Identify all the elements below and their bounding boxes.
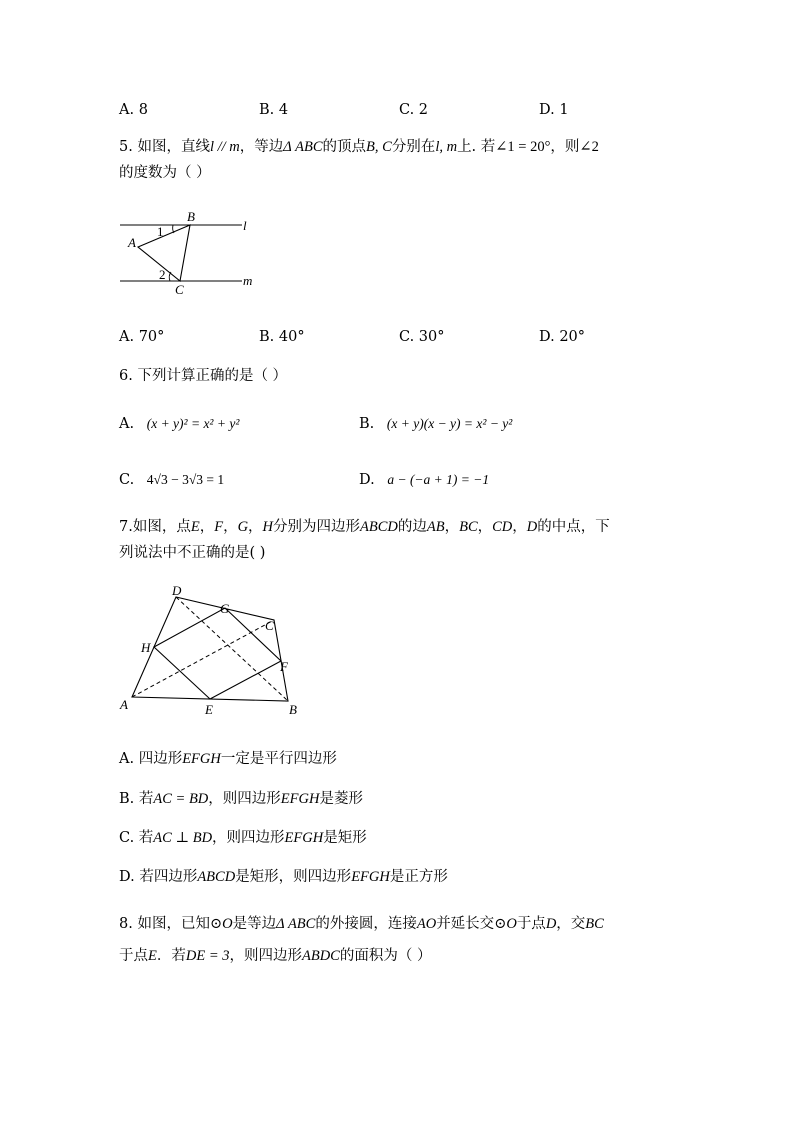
q5-text: ，则 xyxy=(550,139,580,155)
q6-option-a xyxy=(119,414,239,434)
q4-option-a: A. 8 xyxy=(119,102,148,118)
q8-text: 8. 如图，已知 xyxy=(119,916,210,932)
q7-label-b: B xyxy=(289,702,297,717)
q5-math: ∠1 = 20° xyxy=(495,139,551,155)
q6-option-a-expr: (x + y)² = x² + y² xyxy=(146,416,240,431)
q4-option-b: B. 4 xyxy=(259,102,289,118)
q7-label-e: E xyxy=(205,702,213,717)
q7-opt-text: 是菱形 xyxy=(319,791,363,807)
q5-label-angle2: 2 xyxy=(159,267,166,282)
q5-math: l // m xyxy=(209,139,240,155)
q4-option-c: C. 2 xyxy=(399,102,429,118)
q8-math: ⊙O xyxy=(209,916,233,932)
q6-option-b-expr: (x + y)(x − y) = x² − y² xyxy=(386,416,513,431)
q7-opt-text: ，则四边形 xyxy=(208,791,281,807)
q7-opt-math: EFGH xyxy=(351,869,390,885)
q7-label-f: F xyxy=(280,659,288,674)
q8-math: DE = 3 xyxy=(185,948,230,964)
q7-opt-text: 一定是平行四边形 xyxy=(220,751,337,767)
q7-label-c: C xyxy=(265,618,274,633)
q6-option-b-label: B. xyxy=(359,416,375,432)
q8-stem-line1 xyxy=(119,914,604,934)
q7-text: ， xyxy=(248,519,263,535)
q7-opt-math: AC ⊥ BD xyxy=(153,830,213,846)
q8-math: ⊙O xyxy=(494,916,517,932)
q8-math: BC xyxy=(585,916,604,932)
q7-opt-text: 是矩形，则四边形 xyxy=(235,869,352,885)
q7-opt-math: EFGH xyxy=(284,830,324,846)
q7-opt-math: EFGH xyxy=(280,791,320,807)
q7-label-d: D xyxy=(172,583,182,598)
q5-text: ，等边 xyxy=(239,139,284,155)
q8-stem-line2 xyxy=(119,946,431,966)
q7-math: G xyxy=(237,519,249,535)
q7-text: 分别为四边形 xyxy=(273,519,361,535)
q7-option-b xyxy=(119,789,363,809)
q7-math: E xyxy=(190,519,200,535)
q7-option-a xyxy=(119,749,337,769)
q6-option-d-label: D. xyxy=(359,472,375,488)
q7-math: CD xyxy=(492,519,513,535)
q7-opt-text: ，则四边形 xyxy=(212,830,285,846)
q7-stem-line1 xyxy=(119,517,610,537)
q8-math: ABDC xyxy=(301,948,340,964)
q5-stem-line2: 的度数为（ ） xyxy=(119,165,211,181)
q5-math: B, C xyxy=(366,139,392,155)
q8-math: D xyxy=(545,916,557,932)
q7-text: 的边 xyxy=(397,519,427,535)
q5-label-angle1: 1 xyxy=(157,224,164,239)
q7-text: 7.如图，点 xyxy=(119,519,191,535)
q8-text: 于点 xyxy=(119,948,148,964)
q5-math: l, m xyxy=(435,139,458,155)
q8-math: E xyxy=(148,948,157,964)
q7-label-a: A xyxy=(120,697,128,712)
q8-text: ，交 xyxy=(556,916,586,932)
q7-stem-line2: 列说法中不正确的是( ) xyxy=(119,545,266,561)
q8-text: 的外接圆，连接 xyxy=(315,916,417,932)
q7-opt-math: ABCD xyxy=(197,869,236,885)
q8-text: 并延长交 xyxy=(436,916,495,932)
q7-text: ， xyxy=(444,519,460,535)
q7-label-g: G xyxy=(220,601,230,616)
q7-text: 的中点，下 xyxy=(537,519,610,535)
q6-stem: 6. 下列计算正确的是（ ） xyxy=(119,368,288,384)
q7-opt-math: AC = BD xyxy=(153,791,209,807)
q5-option-d: D. 20° xyxy=(539,329,586,345)
q7-math: F xyxy=(214,519,224,535)
q6-option-d-expr: a − (−a + 1) = −1 xyxy=(387,472,490,487)
q7-opt-text: B. 若 xyxy=(119,791,154,807)
q6-option-c-label: C. xyxy=(119,472,135,488)
q6-option-a-label: A. xyxy=(119,416,135,432)
q7-opt-text: D. 若四边形 xyxy=(119,869,198,885)
q5-text: 如图，直线 xyxy=(137,139,210,155)
q5-number: 5. xyxy=(119,139,133,155)
q5-text: 上. 若 xyxy=(457,139,496,155)
q7-text: ， xyxy=(199,519,215,535)
q5-text: 的顶点 xyxy=(322,139,367,155)
q7-text: ， xyxy=(512,519,527,535)
q5-math: Δ ABC xyxy=(283,139,323,155)
q7-opt-text: 是矩形 xyxy=(323,830,367,846)
q6-option-c xyxy=(119,470,224,490)
q6-option-c-expr: 4√3 − 3√3 = 1 xyxy=(146,472,225,487)
q7-math: AB xyxy=(426,519,445,535)
q7-math: D xyxy=(526,519,538,535)
q8-text: ．若 xyxy=(156,948,186,964)
q7-math: H xyxy=(262,519,274,535)
q5-label-m: m xyxy=(243,273,253,288)
q7-opt-math: EFGH xyxy=(182,751,221,767)
q8-math: Δ ABC xyxy=(276,916,316,932)
q8-text: 是等边 xyxy=(232,916,277,932)
q8-text: 于点 xyxy=(516,916,546,932)
q7-option-c xyxy=(119,828,367,848)
q5-label-l: l xyxy=(243,218,247,233)
q7-math: BC xyxy=(459,519,478,535)
q6-option-d xyxy=(359,470,489,490)
q5-stem-line1 xyxy=(119,137,599,157)
q7-label-h: H xyxy=(141,640,151,655)
q8-text: ，则四边形 xyxy=(229,948,302,964)
q7-figure xyxy=(112,583,312,727)
q4-option-d: D. 1 xyxy=(539,102,569,118)
q7-text: ， xyxy=(223,519,238,535)
q8-math: AO xyxy=(416,916,437,932)
q5-math: ∠2 xyxy=(579,139,599,155)
q7-text: ， xyxy=(477,519,493,535)
q5-option-b: B. 40° xyxy=(259,329,305,345)
q7-option-d xyxy=(119,867,448,887)
q5-option-a: A. 70° xyxy=(119,329,165,345)
q5-label-c: C xyxy=(175,282,184,297)
q6-option-b xyxy=(359,414,512,434)
q7-opt-text: 是正方形 xyxy=(389,869,448,885)
q8-text: 的面积为（ ） xyxy=(339,948,432,964)
q7-opt-text: A. 四边形 xyxy=(119,751,183,767)
q5-label-b: B xyxy=(187,209,195,224)
q5-label-a: A xyxy=(128,235,136,250)
q7-math: ABCD xyxy=(360,519,398,535)
q5-option-c: C. 30° xyxy=(399,329,445,345)
q7-opt-text: C. 若 xyxy=(119,830,154,846)
q5-text: 分别在 xyxy=(391,139,436,155)
q5-figure xyxy=(110,205,270,304)
